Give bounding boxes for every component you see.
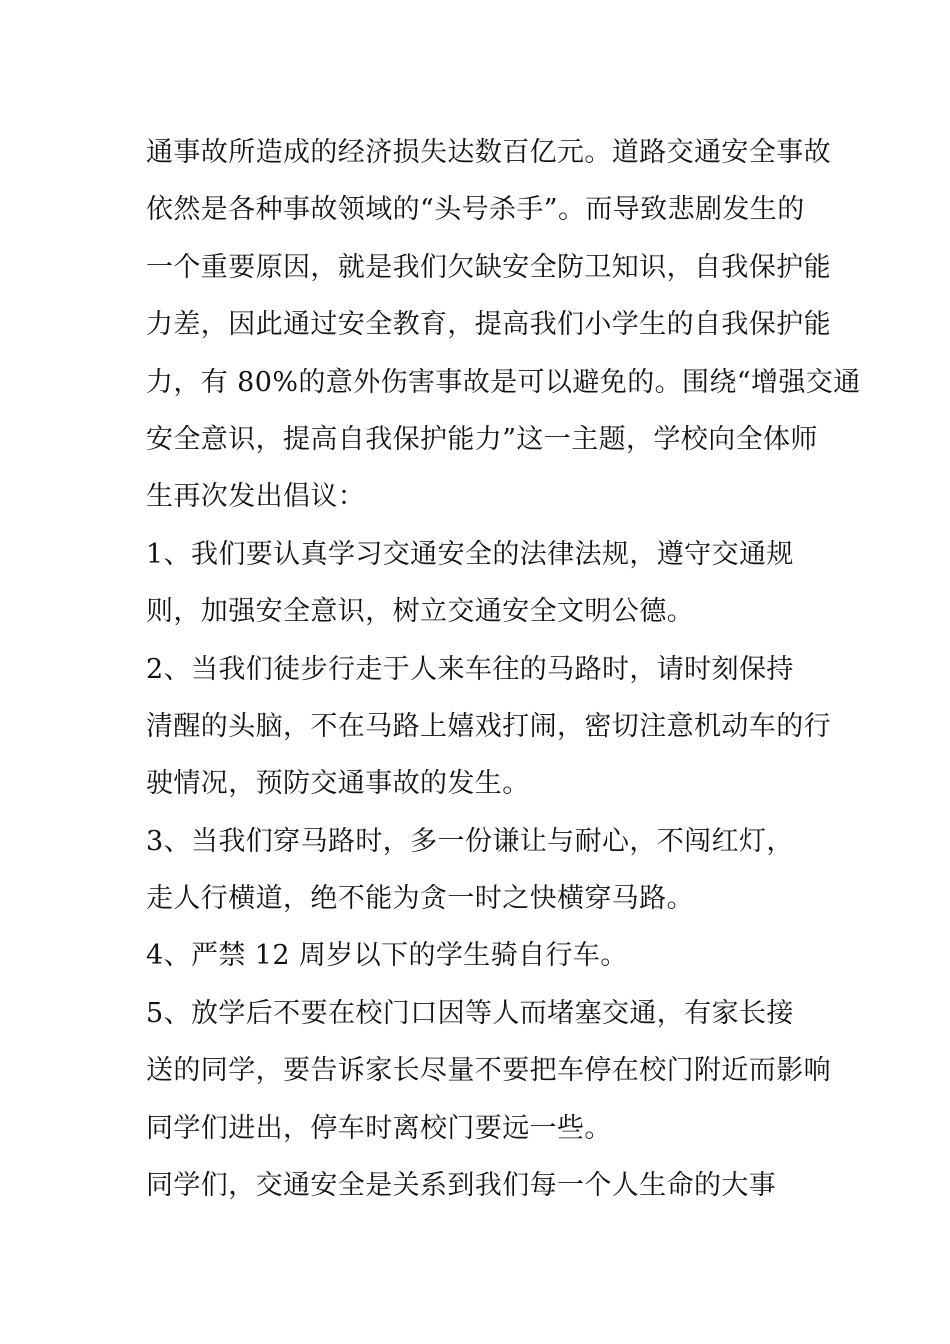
text-line: 清醒的头脑，不在马路上嬉戏打闹，密切注意机动车的行 — [146, 710, 831, 742]
body-text — [146, 124, 861, 1214]
text-line: 3、当我们穿马路时，多一份谦让与耐心，不闯红灯， — [146, 825, 794, 857]
text-line: 4、严禁 12 周岁以下的学生骑自行车。 — [146, 940, 628, 972]
text-line: 送的同学，要告诉家长尽量不要把车停在校门附近而影响 — [146, 1055, 831, 1087]
text-line: 同学们，交通安全是关系到我们每一个人生命的大事 — [146, 1170, 777, 1202]
text-line: 力，有 80%的意外伤害事故是可以避免的。围绕“增强交通 — [146, 366, 861, 398]
text-line: 5、放学后不要在校门口因等人而堵塞交通，有家长接 — [146, 997, 794, 1029]
text-line: 走人行横道，绝不能为贪一时之快横穿马路。 — [146, 883, 694, 915]
text-line: 驶情况，预防交通事故的发生。 — [146, 768, 530, 800]
text-line: 依然是各种事故领域的“头号杀手”。而导致悲剧发生的 — [146, 194, 805, 226]
text-line: 生再次发出倡议： — [146, 481, 366, 513]
text-line: 2、当我们徒步行走于人来车往的马路时，请时刻保持 — [146, 653, 794, 685]
text-line: 则，加强安全意识，树立交通安全文明公德。 — [146, 596, 694, 628]
text-line: 同学们进出，停车时离校门要远一些。 — [146, 1112, 612, 1144]
text-line: 1、我们要认真学习交通安全的法律法规，遵守交通规 — [146, 538, 794, 570]
text-line: 一个重要原因，就是我们欠缺安全防卫知识，自我保护能 — [146, 251, 831, 283]
text-line: 通事故所造成的经济损失达数百亿元。道路交通安全事故 — [146, 137, 831, 168]
text-line: 安全意识，提高自我保护能力”这一主题，学校向全体师 — [146, 423, 818, 455]
text-line: 力差，因此通过安全教育，提高我们小学生的自我保护能 — [146, 309, 831, 341]
